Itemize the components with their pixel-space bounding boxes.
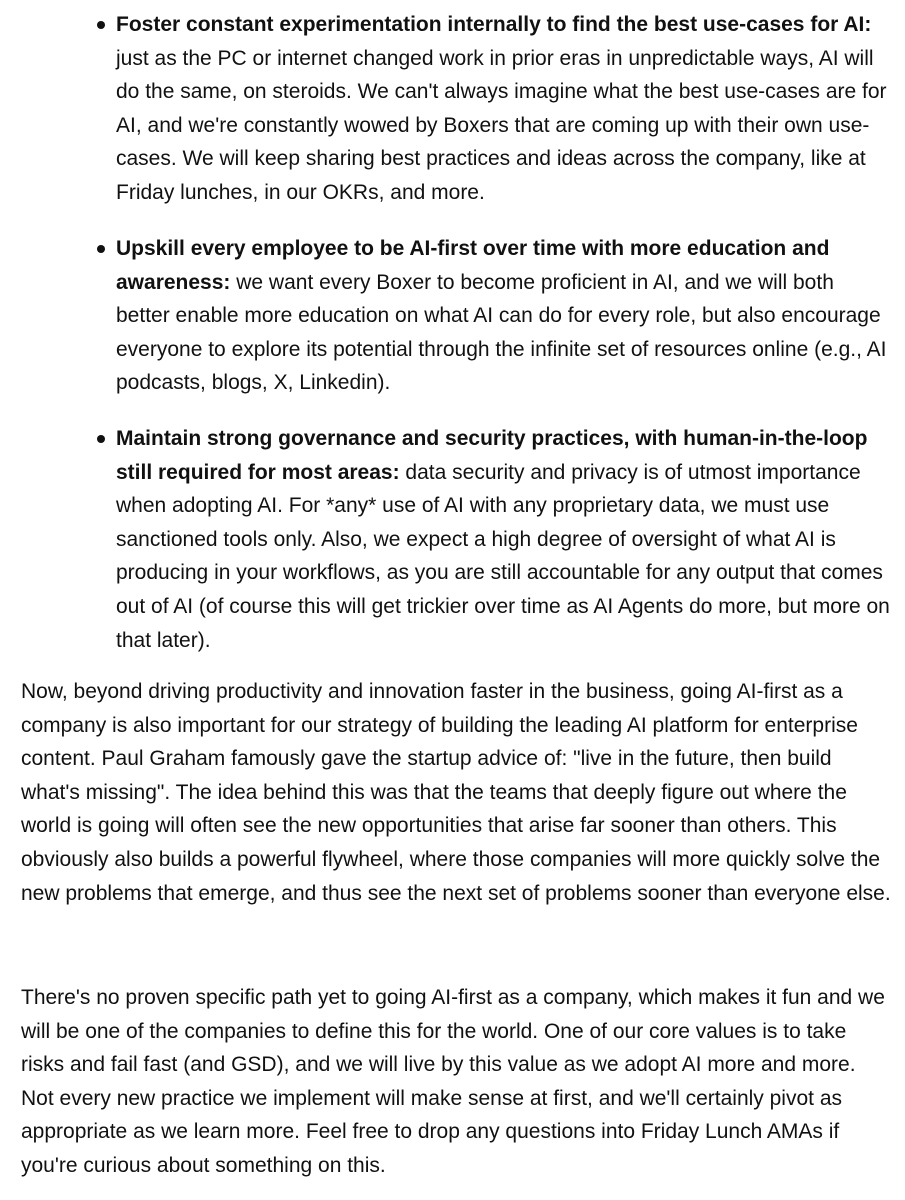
list-item-text: just as the PC or internet changed work in prior eras in unpredictable ways, AI will do the same, on steroids. We can't always imagine what the best use-cases are for AI, and we're constantly wowed by Boxers that are coming up with their own use-cases. We will keep sharing best practices and ideas across the company, like at Friday lunches, in our OKRs, and more. bbox=[116, 46, 887, 204]
list-item-heading: Upskill every employee to be AI-first over time with more education and awareness: bbox=[116, 237, 830, 294]
list-item-governance bbox=[116, 422, 891, 657]
bullet-icon bbox=[97, 435, 105, 443]
list-item-upskill bbox=[116, 232, 891, 400]
list-item-text: data security and privacy is of utmost importance when adopting AI. For *any* use of AI with any proprietary data, we must use sanctioned tools only. Also, we expect a high degree of oversight of what AI is producing in your workflows, as you are still accountable for any output that comes out of AI (of course this will get trickier over time as AI Agents do more, but more on that later). bbox=[116, 460, 890, 652]
list-item-heading: Foster constant experimentation internally to find the best use-cases for AI: bbox=[116, 13, 872, 36]
bullet-icon bbox=[97, 245, 105, 253]
paragraph-strategy: Now, beyond driving productivity and innovation faster in the business, going AI-first as a company is also important for our strategy of building the leading AI platform for enterprise content. Paul Graham famously gave the startup advice of: "live in the future, then build what's missing". The idea behind this was that the teams that deeply figure out where the world is going will often see the new opportunities that arise far sooner than others. This obviously also builds a powerful flywheel, where those companies will more quickly solve the new problems that emerge, and thus see the next set of problems sooner than everyone else. bbox=[21, 680, 891, 905]
bullet-icon bbox=[97, 21, 105, 29]
list-item-text: we want every Boxer to become proficient in AI, and we will both better enable more education on what AI can do for every role, but also encourage everyone to explore its potential through the infinite set of resources online (e.g., AI podcasts, blogs, X, Linkedin). bbox=[116, 270, 887, 395]
paragraph-values: There's no proven specific path yet to going AI-first as a company, which makes it fun and we will be one of the companies to define this for the world. One of our core values is to take risks and fail fast (and GSD), and we will live by this value as we adopt AI more and more. Not every new practice we implement will make sense at first, and we'll certainly pivot as appropriate as we learn more. Feel free to drop any questions into Friday Lunch AMAs if you're curious about something on this. bbox=[21, 986, 885, 1177]
list-item-experimentation bbox=[116, 8, 891, 210]
list-item-heading: Maintain strong governance and security practices, with human-in-the-loop still required for most areas: bbox=[116, 427, 868, 484]
